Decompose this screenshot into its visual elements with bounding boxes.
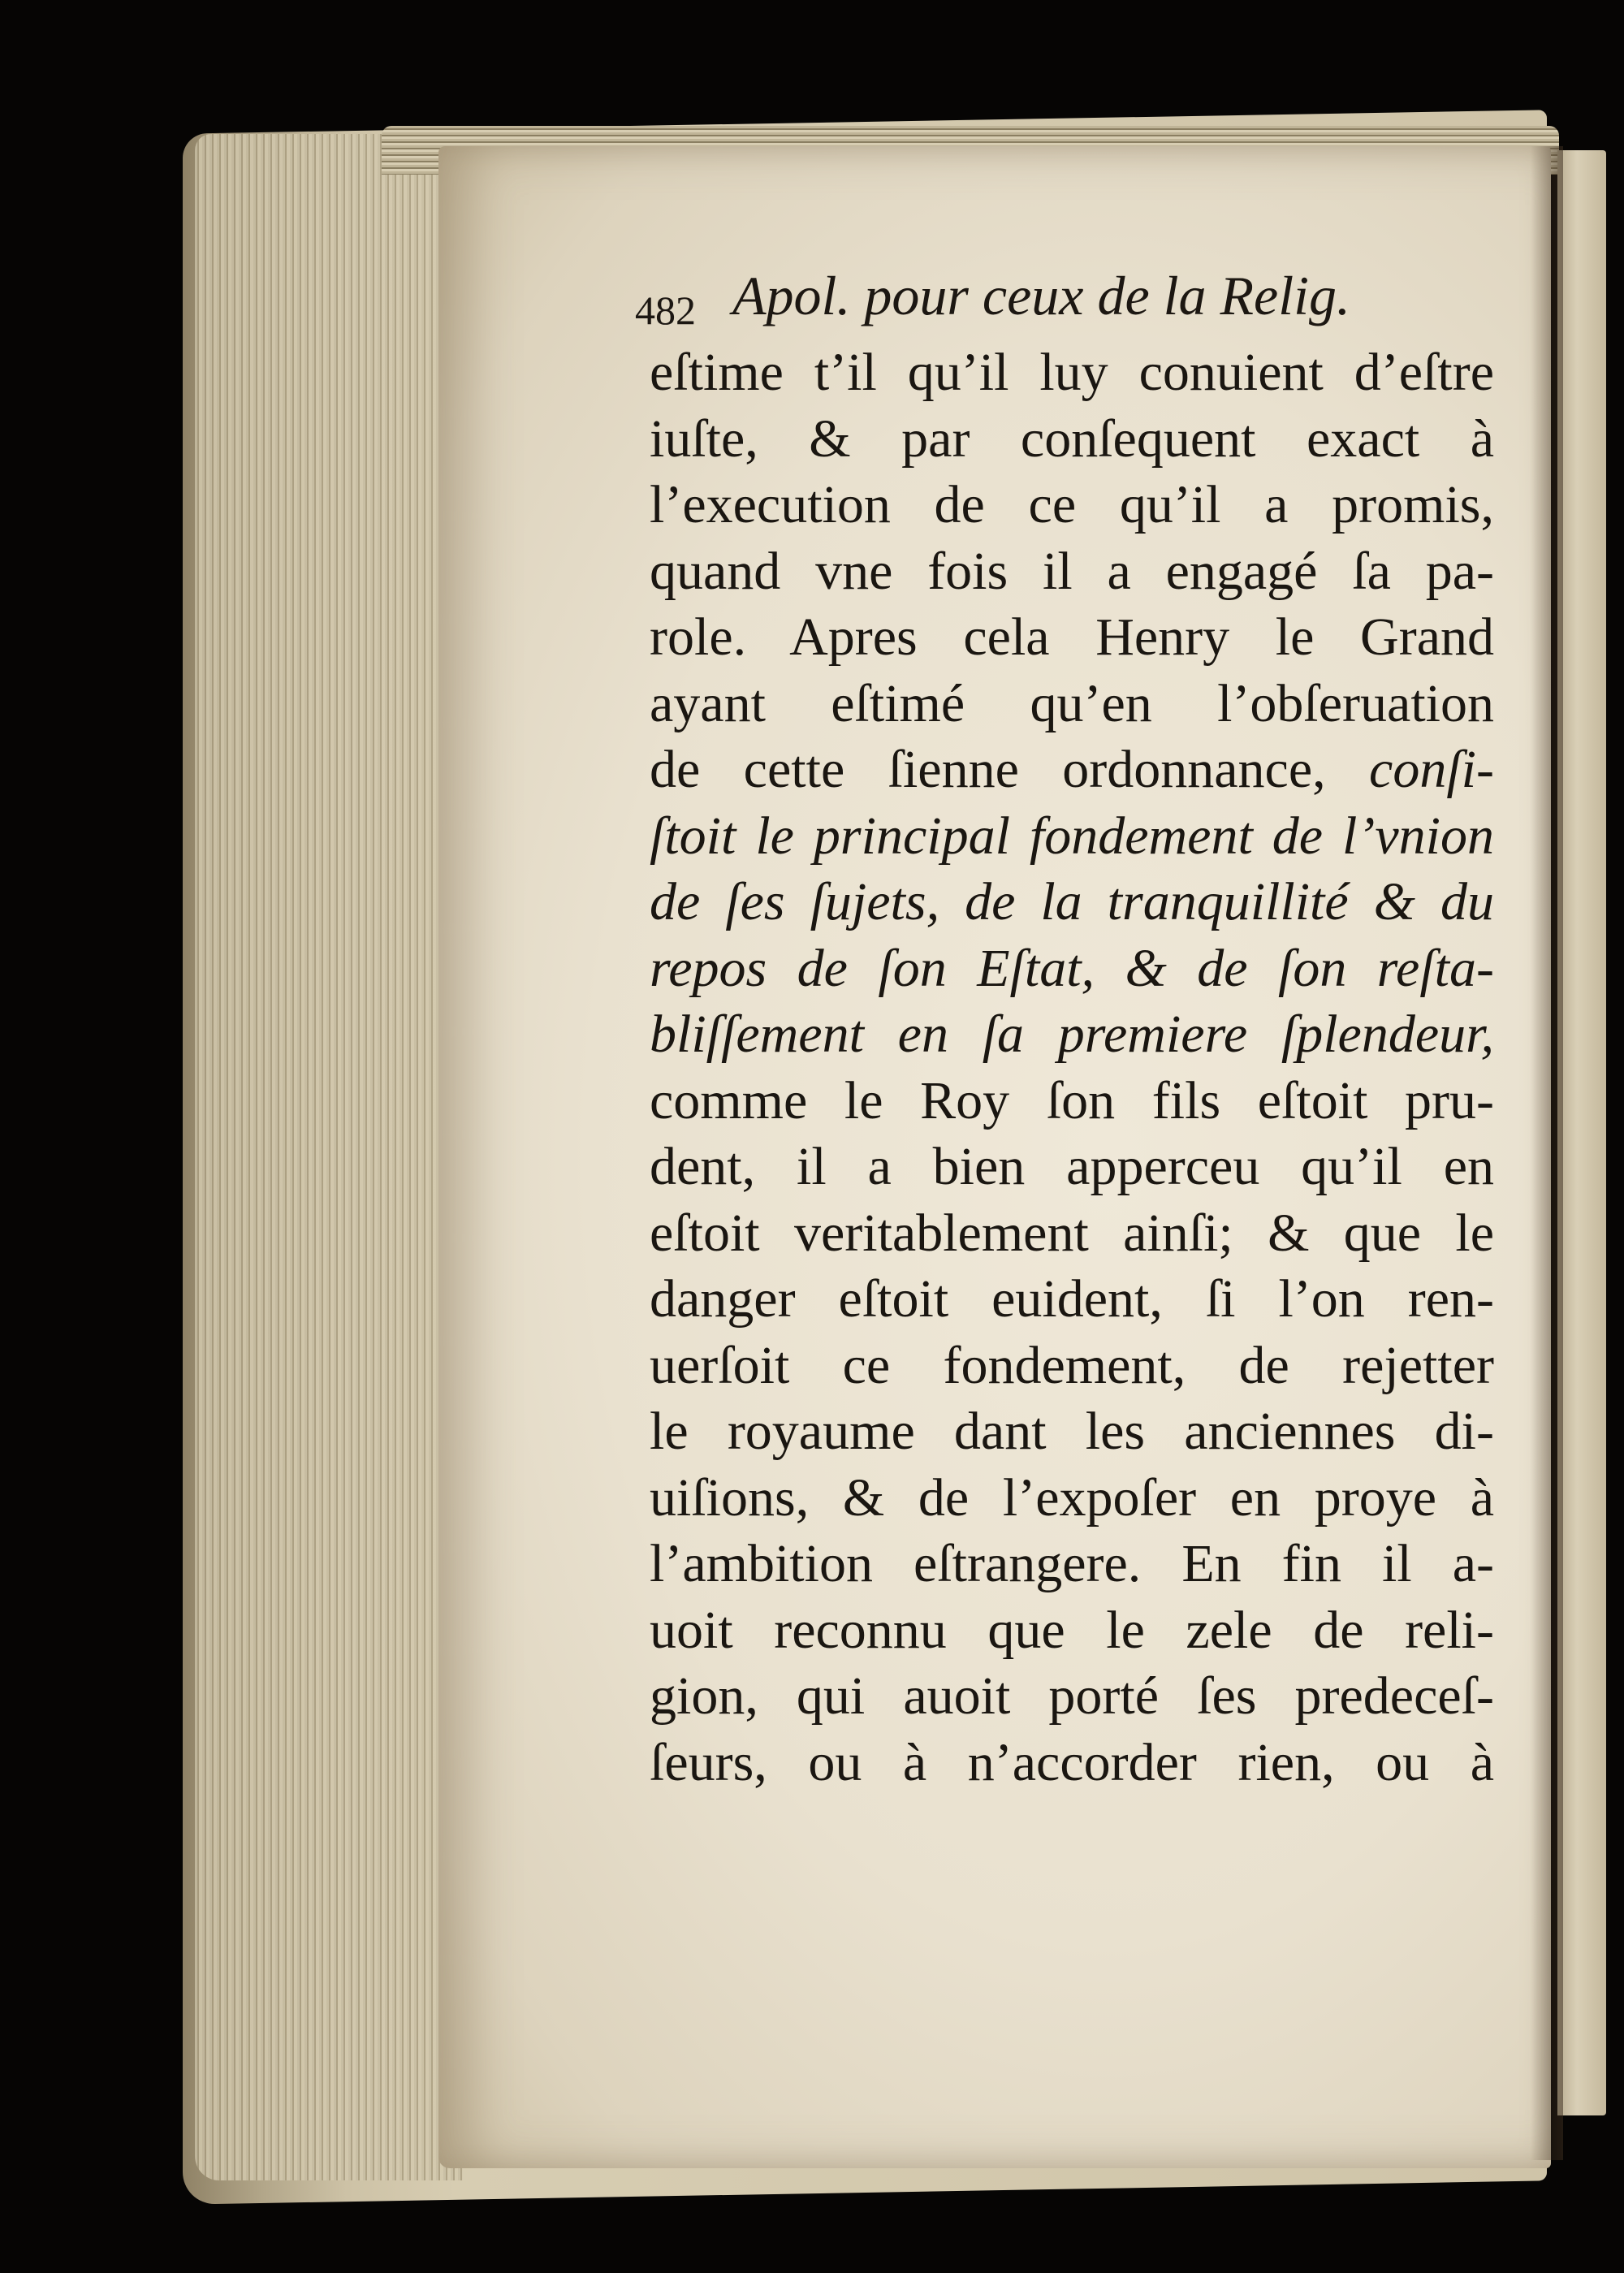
text-line: iuſte, & par conſequent exact à: [650, 408, 1494, 469]
text-line: uerſoit ce fondement, de rejetter: [650, 1335, 1494, 1395]
text-line-italic: ſtoit le principal fondement de l’vnion: [650, 806, 1494, 866]
text-segment-italic: conſi-: [1369, 740, 1494, 799]
facing-page-edge: [1557, 150, 1606, 2115]
text-line: l’ambition eſtrangere. En fin il a-: [650, 1534, 1494, 1593]
text-line: comme le Roy ſon fils eſtoit pru-: [650, 1070, 1494, 1130]
text-line: ſeurs, ou à n’accorder rien, ou à: [650, 1732, 1494, 1792]
text-line: gion, qui auoit porté ſes predeceſ-: [650, 1666, 1494, 1726]
body-text: [650, 339, 1494, 1795]
text-line: eſtime t’il qu’il luy conuient d’eſtre: [650, 343, 1494, 402]
gutter-shadow: [1531, 146, 1563, 2160]
text-line: ayant eſtimé qu’en l’obſeruation: [650, 673, 1494, 733]
running-title: Apol. pour ceux de la Relig.: [732, 265, 1351, 326]
text-line-italic: repos de ſon Eſtat, & de ſon reſta-: [650, 938, 1494, 998]
text-line: uoit reconnu que le zele de reli-: [650, 1600, 1494, 1660]
text-line: quand vne fois il a engagé ſa pa-: [650, 541, 1494, 601]
text-line: [650, 737, 1494, 803]
text-line: role. Apres cela Henry le Grand: [650, 607, 1494, 667]
text-segment: de cette ſienne ordonnance,: [650, 740, 1370, 799]
page-stack-edges: [195, 134, 463, 2180]
text-line: dent, il a bien apperceu qu’il en: [650, 1137, 1494, 1196]
text-line-italic: de ſes ſujets, de la tranquillité & du: [650, 872, 1494, 931]
text-line: uiſions, & de l’expoſer en proye à: [650, 1467, 1494, 1528]
page-header: [635, 264, 1447, 345]
page-number: 482: [635, 287, 696, 333]
text-line: le royaume dant les anciennes di-: [650, 1402, 1494, 1461]
text-line-italic: bliſſement en ſa premiere ſplendeur,: [650, 1005, 1494, 1064]
text-line: eſtoit veritablement ainſi; & que le: [650, 1203, 1494, 1263]
text-line: l’execution de ce qu’il a promis,: [650, 475, 1494, 534]
text-line: danger eſtoit euident, ſi l’on ren-: [650, 1269, 1494, 1329]
